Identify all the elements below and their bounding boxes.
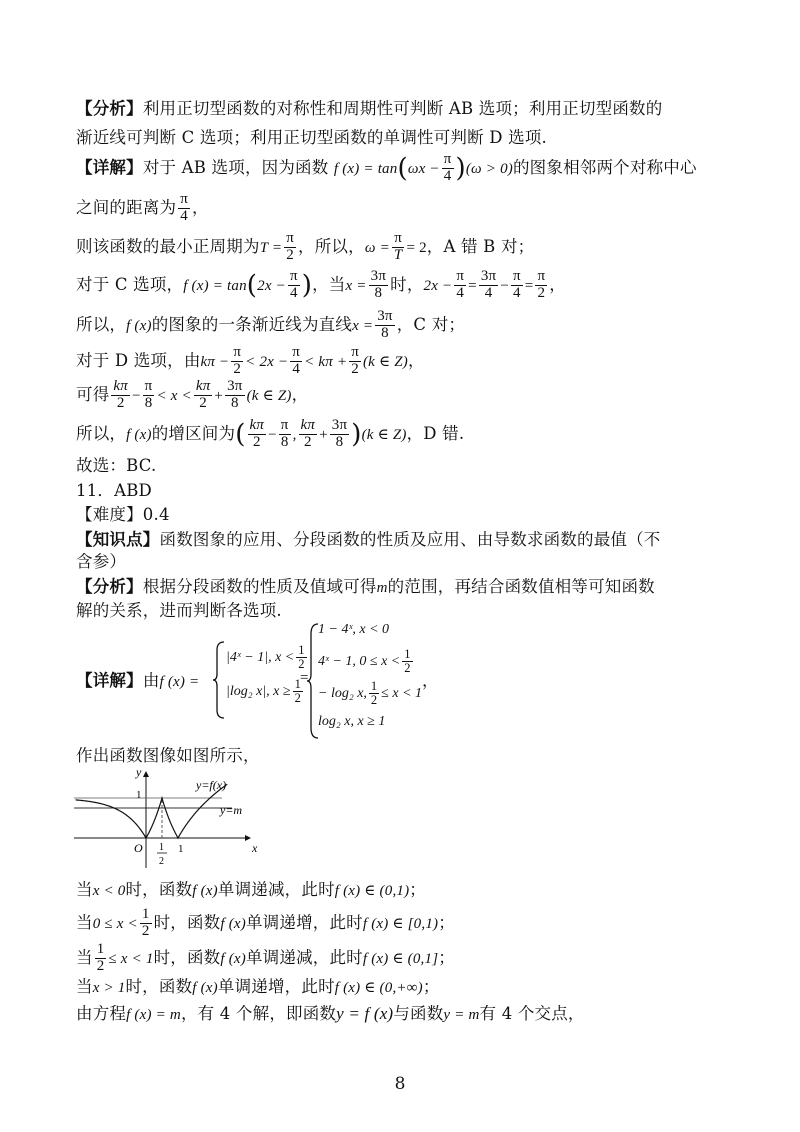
detail-line-6 — [76, 345, 425, 378]
fraction-denominator: 8 — [280, 433, 289, 450]
fraction-denominator: 2 — [298, 657, 305, 672]
text: 时，函数 — [125, 880, 193, 899]
punctuation: ； — [438, 912, 455, 932]
formula-minus: − — [131, 387, 141, 404]
formula-fx: f (x) — [220, 915, 246, 932]
case-text: log₂ x, x ≥ 1 — [318, 714, 386, 729]
fraction-numerator: π — [537, 268, 546, 284]
formula-plus: + — [214, 387, 224, 404]
condition: x < 0 — [92, 883, 126, 899]
case-text: |4ˣ − 1|, x < — [226, 649, 295, 665]
text: 时，函数 — [125, 977, 193, 996]
period-text: 则该函数的最小正周期为 — [76, 236, 260, 256]
by-text: 由 — [142, 671, 160, 690]
fraction-3pi-over-8 — [330, 418, 349, 451]
fraction-denominator: 2 — [199, 394, 207, 411]
fraction-numerator: 3π — [377, 308, 393, 324]
formula-eq: = — [468, 277, 477, 294]
fraction-numerator: π — [351, 344, 359, 360]
so-text: 所以， — [76, 314, 127, 334]
fraction-numerator: 1 — [298, 643, 305, 657]
formula-eq: = — [300, 670, 309, 686]
when-text: 当 — [76, 947, 93, 967]
text: 单调递减，此时 — [245, 947, 363, 967]
when-text: 当 — [76, 880, 93, 899]
fraction-pi-over-2 — [284, 231, 296, 264]
fraction-numerator: π — [512, 268, 521, 284]
piecewise-left-cases — [226, 643, 309, 706]
formula-fx-eq: f (x) = — [159, 674, 200, 690]
formula-k-in-z: (k ∈ Z) — [362, 353, 408, 370]
punctuation: ， — [549, 274, 566, 294]
formula-comma: , — [292, 426, 297, 443]
fraction-pi-over-4 — [454, 269, 466, 302]
curve-label: y=f(x) — [196, 778, 227, 792]
formula-fx: f (x) — [192, 980, 218, 996]
fraction-denominator: 2 — [351, 360, 359, 377]
fraction-numerator: π — [286, 230, 295, 246]
left-paren: ( — [235, 419, 246, 450]
piecewise-right-cases — [318, 618, 422, 734]
fraction-pi-over-T — [392, 231, 405, 264]
fraction-numerator: π — [394, 230, 403, 246]
fraction-denominator: 4 — [292, 360, 301, 377]
range: f (x) ∈ (0,1] — [362, 950, 439, 967]
fraction-denominator: 2 — [303, 433, 312, 450]
fraction-denominator: 2 — [96, 957, 105, 974]
detail-line-5 — [76, 309, 465, 342]
right-paren: ) — [301, 270, 313, 301]
detail-text: 对于 AB 选项，因为函数 — [142, 157, 329, 177]
fraction-denominator: 2 — [252, 433, 261, 450]
analysis-text-2: 渐近线可判断 C 选项；利用正切型函数的单调性可判断 D 选项. — [76, 128, 547, 147]
fraction-numerator: π — [456, 268, 465, 284]
case-text: 4ˣ − 1, 0 ≤ x < — [318, 653, 401, 669]
formula-k-in-z: (k ∈ Z) — [246, 387, 292, 404]
fraction-denominator: 2 — [233, 360, 242, 377]
option-d-text: 对于 D 选项，由 — [76, 350, 201, 370]
text: 时，函数 — [153, 947, 221, 967]
formula-y-fx: y = f (x) — [336, 1004, 394, 1023]
text: 有 4 个交点， — [479, 1004, 585, 1023]
fraction-pi-over-2 — [349, 345, 361, 378]
fraction-numerator: 1 — [141, 906, 150, 922]
conclusion-text: ，A 错 B 对； — [426, 236, 535, 256]
punctuation: ； — [409, 880, 426, 899]
analysis-text: 根据分段函数的性质及值域可得 — [142, 577, 377, 596]
text: 单调递增，此时 — [245, 912, 363, 932]
curve-f-x — [76, 784, 228, 838]
fraction-denominator: 8 — [144, 394, 153, 411]
formula-minus: − — [268, 426, 277, 443]
knowledge-heading: 【知识点】 — [76, 530, 160, 549]
so-text: 所以， — [76, 423, 127, 443]
conclusion-text: ，C 对； — [396, 314, 466, 334]
punctuation: ， — [191, 197, 209, 217]
fraction-denominator: 2 — [537, 284, 546, 301]
condition: ≤ x < 1 — [108, 950, 154, 967]
fraction-kpi-over-2 — [299, 418, 318, 451]
analysis-11-line-2: 解的关系，进而判断各选项. — [76, 601, 282, 620]
analysis-heading: 【分析】 — [76, 99, 143, 118]
fraction-numerator: π — [443, 151, 452, 167]
formula-2x: 2x − — [423, 277, 453, 294]
fraction-numerator: 3π — [370, 268, 387, 284]
fraction-1-over-2 — [402, 648, 412, 675]
obtain-text: 可得 — [76, 384, 110, 404]
fraction-3pi-over-8 — [369, 269, 388, 302]
detail-line-4 — [76, 269, 566, 302]
fraction-denominator: 2 — [294, 691, 301, 706]
fraction-denominator: 4 — [443, 167, 452, 184]
question-11-answer: 11．ABD — [76, 481, 152, 500]
formula-k-in-z: (k ∈ Z) — [361, 426, 407, 443]
fraction-1-over-2 — [140, 907, 152, 940]
text: 单调递减，此时 — [217, 880, 335, 899]
analysis-text: 的范围，再结合函数值相等可知函数 — [387, 577, 655, 596]
monotone-line-3 — [76, 942, 455, 975]
origin-label: O — [134, 841, 143, 855]
y-one-label: 1 — [136, 789, 142, 801]
formula-lt-kpi: < kπ + — [304, 353, 348, 370]
fraction-kpi-over-2 — [194, 379, 213, 412]
range: f (x) ∈ (0,1) — [334, 883, 410, 899]
fraction-pi-over-4 — [290, 345, 302, 378]
monotone-line-4 — [76, 973, 440, 997]
detail-line-3 — [76, 231, 534, 264]
case-text: − log₂ x, — [318, 685, 367, 701]
fraction-1-over-2 — [296, 644, 306, 671]
detail-heading: 【详解】 — [76, 671, 143, 690]
fraction-numerator: π — [289, 268, 298, 284]
fraction-numerator: π — [180, 191, 188, 207]
line-label: y=m — [220, 803, 243, 817]
case-text: 1 − 4ˣ, x < 0 — [318, 622, 390, 637]
fraction-pi-over-2 — [535, 269, 547, 302]
left-brace — [212, 640, 226, 720]
difficulty-line: 【难度】0.4 — [76, 505, 170, 524]
fraction-denominator: 4 — [484, 284, 493, 301]
fraction-denominator: 8 — [335, 433, 344, 450]
fraction-numerator: 1 — [404, 647, 411, 661]
fraction-numerator: 1 — [96, 941, 105, 957]
range: f (x) ∈ (0,+∞) — [334, 980, 423, 996]
fraction-denominator: 2 — [116, 394, 125, 411]
punctuation: ， — [422, 671, 439, 690]
formula-x-eq: x = — [345, 277, 367, 294]
formula-fx: f (x) — [220, 950, 246, 967]
fraction-denominator: 2 — [404, 661, 411, 676]
fraction-numerator: kπ — [249, 417, 265, 433]
formula-T: T = — [259, 239, 283, 256]
formula-fx-tan: f (x) = tan — [333, 160, 398, 177]
knowledge-line-1 — [76, 526, 661, 550]
fraction-numerator: 3π — [331, 417, 348, 433]
piecewise-line — [76, 667, 199, 691]
case-row — [226, 643, 309, 672]
formula-omega-x: ωx − — [407, 160, 440, 177]
function-graph — [72, 768, 262, 872]
text: 由方程 — [76, 1004, 127, 1023]
fraction-1-over-2 — [369, 680, 379, 707]
page-number: 8 — [394, 1074, 406, 1094]
fraction-numerator: π — [233, 344, 242, 360]
time-text: 时， — [390, 274, 424, 294]
answer-line: 故选：BC. — [76, 456, 157, 475]
interval-text: 的增区间为 — [151, 423, 236, 443]
condition: x > 1 — [92, 980, 126, 996]
fraction-pi-over-4 — [442, 152, 454, 185]
when-text: 当 — [76, 912, 93, 932]
formula-omega: ω = — [364, 239, 390, 256]
fraction-3pi-over-8 — [225, 379, 244, 412]
text: ，有 4 个解，即函数 — [180, 1004, 337, 1023]
fraction-pi-over-8 — [279, 418, 291, 451]
formula-fx-tan: f (x) = tan — [183, 277, 247, 294]
fraction-denominator: 8 — [230, 394, 239, 411]
case-row — [318, 710, 422, 734]
fraction-denominator: 2 — [141, 922, 150, 939]
left-paren: ( — [397, 153, 408, 184]
fraction-numerator: 3π — [227, 378, 243, 394]
fraction-numerator: kπ — [300, 417, 316, 433]
right-paren: ) — [351, 419, 362, 450]
graph-intro-line: 作出函数图像如图所示， — [76, 746, 260, 765]
fraction-denominator: 8 — [374, 284, 383, 301]
case-text: ≤ x < 1 — [381, 685, 423, 701]
fraction-numerator: kπ — [113, 378, 128, 394]
fraction-denominator: 8 — [381, 324, 389, 341]
fraction-kpi-over-2 — [248, 418, 267, 451]
detail-line-2 — [76, 192, 209, 225]
x-one-label: 1 — [178, 843, 184, 855]
fraction-pi-over-4 — [511, 269, 523, 302]
punctuation: ， — [407, 350, 425, 370]
knowledge-text: 函数图象的应用、分段函数的性质及应用、由导数求函数的最值（不 — [159, 530, 661, 549]
punctuation: ， — [291, 384, 309, 404]
fraction-pi-over-4 — [178, 192, 190, 225]
formula-eq-2: = 2 — [406, 239, 427, 256]
formula-lt-x-lt: < x < — [156, 387, 192, 404]
case-row — [318, 679, 423, 708]
half-numerator: 1 — [159, 842, 164, 853]
text: 与函数 — [393, 1004, 444, 1023]
knowledge-line-2: 含参） — [76, 552, 127, 571]
asymptote-text: 的图象的一条渐近线为直线 — [151, 314, 353, 334]
fraction-denominator: 4 — [290, 284, 298, 301]
fraction-denominator: 2 — [370, 693, 378, 708]
analysis-text-1: 利用正切型函数的对称性和周期性可判断 AB 选项；利用正切型函数的 — [142, 99, 663, 118]
fraction-3pi-over-8 — [375, 309, 394, 342]
option-c-text: 对于 C 选项， — [76, 274, 184, 294]
distance-text: 之间的距离为 — [76, 197, 177, 217]
case-text: |log₂ x|, x ≥ — [226, 683, 291, 699]
fraction-kpi-over-2 — [111, 379, 130, 412]
punctuation: ； — [438, 947, 455, 967]
detail-heading: 【详解】 — [76, 157, 143, 177]
formula-m: m — [376, 580, 388, 596]
fraction-pi-over-4 — [288, 269, 300, 302]
monotone-line-1 — [76, 876, 426, 900]
formula-minus: − — [500, 277, 509, 294]
formula-fx: f (x) — [192, 883, 218, 899]
punctuation: ； — [422, 977, 440, 996]
half-denominator: 2 — [159, 856, 164, 867]
fraction-numerator: 1 — [370, 679, 378, 693]
range: f (x) ∈ [0,1) — [362, 915, 439, 932]
conclusion-text: ，D 错. — [406, 423, 465, 443]
formula-x-eq: x = — [352, 317, 374, 334]
formula-kpi-minus: kπ − — [200, 353, 230, 370]
detail-line-8 — [76, 418, 464, 451]
right-paren: ) — [455, 153, 466, 184]
text: 单调递增，此时 — [217, 977, 335, 996]
analysis-line-2 — [76, 124, 547, 148]
detail-line-7 — [76, 379, 308, 412]
formula-fx-eq-m: f (x) = m — [126, 1007, 181, 1023]
fraction-numerator: 1 — [294, 677, 301, 691]
analysis-11-line-1 — [76, 573, 655, 597]
fraction-denominator: 2 — [286, 246, 294, 263]
omega-condition: (ω > 0) — [465, 160, 513, 177]
formula-lt-2x: < 2x − — [245, 353, 289, 370]
left-paren: ( — [246, 270, 258, 301]
equation-line — [76, 1000, 585, 1024]
when-text: ，当 — [312, 274, 346, 294]
formula-plus: + — [319, 426, 328, 443]
formula-fx: f (x) — [126, 317, 152, 334]
case-row — [226, 677, 309, 706]
monotone-line-2 — [76, 907, 455, 940]
when-text: 当 — [76, 977, 93, 996]
fraction-numerator: π — [280, 417, 289, 433]
fraction-pi-over-8 — [143, 379, 155, 412]
formula-fx: f (x) — [126, 426, 152, 443]
fraction-3pi-over-4 — [479, 269, 498, 302]
case-row — [318, 647, 422, 676]
fraction-pi-over-2 — [231, 345, 243, 378]
formula-y-m: y = m — [443, 1007, 480, 1023]
analysis-line-1 — [76, 95, 662, 119]
detail-line-1 — [76, 152, 697, 185]
case-row — [318, 618, 422, 642]
analysis-heading: 【分析】 — [76, 577, 143, 596]
fraction-denominator: 4 — [513, 284, 521, 301]
fraction-numerator: π — [144, 378, 153, 394]
fraction-numerator: 3π — [480, 268, 497, 284]
fraction-numerator: kπ — [195, 378, 211, 394]
condition: 0 ≤ x < — [92, 915, 138, 932]
so-text: ，所以， — [298, 236, 365, 256]
y-axis-label: y — [136, 768, 142, 779]
x-axis-label: x — [252, 841, 258, 855]
fraction-denominator: T — [393, 246, 403, 263]
formula-2x: 2x − — [257, 277, 286, 294]
fraction-denominator: 4 — [180, 207, 188, 224]
text: 时，函数 — [153, 912, 221, 932]
fraction-1-over-2 — [95, 942, 107, 975]
formula-eq: = — [524, 277, 534, 294]
detail-text-end: 的图象相邻两个对称中心 — [512, 157, 697, 177]
fraction-numerator: π — [292, 344, 301, 360]
fraction-denominator: 4 — [456, 284, 465, 301]
